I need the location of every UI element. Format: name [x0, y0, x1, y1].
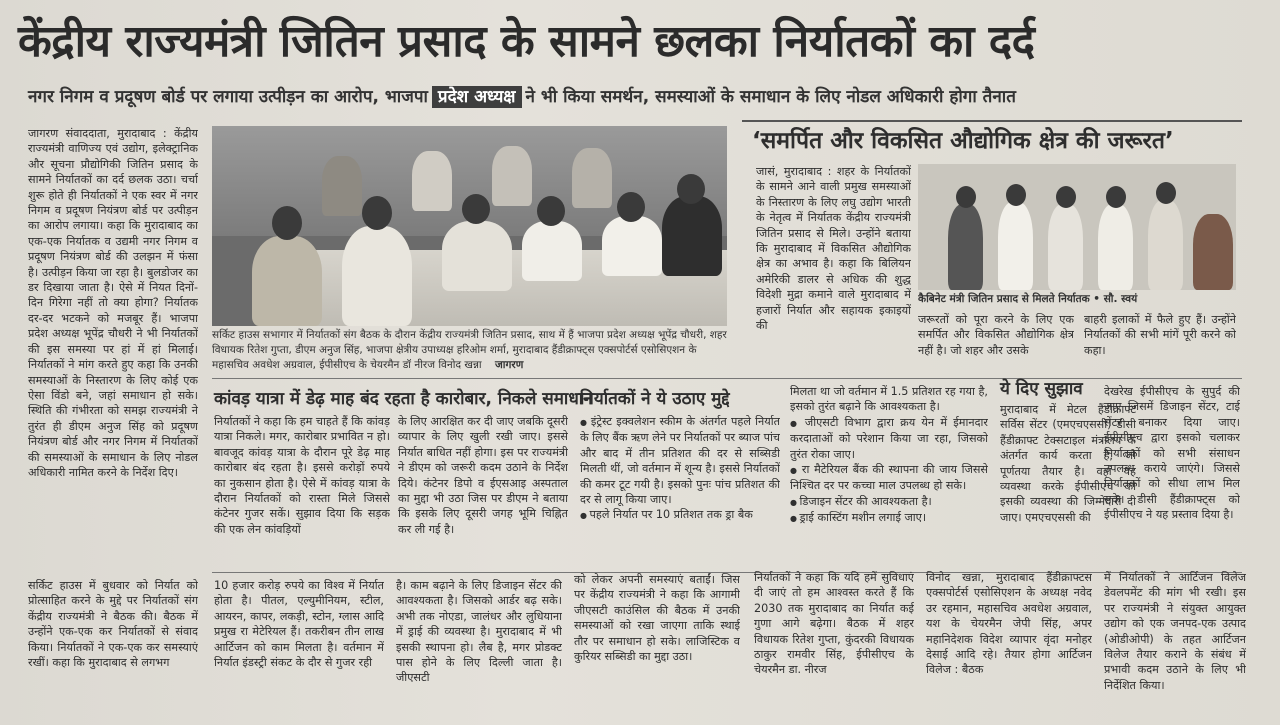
box-text-3: बाहरी इलाकों में फैले हुए हैं। उन्होंने निर्यातकों की सभी मांगें पूरी करने को कहा।: [1084, 313, 1236, 357]
subhead-part1: नगर निगम व प्रदूषण बोर्ड पर लगाया उत्पीड़न का आरोप, भाजपा: [28, 87, 428, 107]
issues-section-title: निर्यातकों ने ये उठाए मुद्दे: [580, 389, 730, 409]
kanwar-col-a: निर्यातकों ने कहा कि हम चाहते हैं कि कांवड़ यात्रा निकले। मगर, कारोबार प्रभावित न हो। बावजूद कांवड़ यात्रा के दौरान पूरे डेढ़ माह कारोबार बंद रहता है। इससे करोड़ों रुपये का नुकसान होता है। ऐसे में कांवड़ यात्रा के दौरान निर्यातकों को रास्ता मिले जिससे कंटेनर गुजर सकें। सुझाव दिया कि सड़क की एक लेन कांवड़ियों: [214, 415, 390, 536]
headline: केंद्रीय राज्यमंत्री जितिन प्रसाद के सामने छलका निर्यातकों का दर्द: [18, 16, 1035, 67]
box-text-2: जरूरतों को पूरा करने के लिए एक समर्पित और विकसित औद्योगिक क्षेत्र नहीं है। जो शहर और उसके: [918, 313, 1074, 357]
bottom-col-6: में निर्यातकों ने आर्टिजन विलेज डेवलपमेंट की मांग भी रखी। इस पर राज्यमंत्री ने संयुक्त आयुक्त उद्योग को एक जनपद-एक उत्पाद (ओडीओपी) के तहत आर्टिजन विलेज तैयार कराने के संबंध में प्रभावी कदम उठाने के लिए भी निर्देशित किया।: [1104, 571, 1246, 692]
issue-item: ● पहले निर्यात पर 10 प्रतिशत तक ड्रा बैक: [580, 507, 780, 523]
issue-item: ● इंट्रेस्ट इक्वलेशन स्कीम के अंतर्गत पहले निर्यात के लिए बैंक ऋण लेने पर निर्यातकों पर ब्याज पांच और बाद में तीन प्रतिशत की दर से सब्सिडी मिलती थीं, जो वर्तमान में शून्य है। इससे निर्यातकों की कमर टूट गयी है। इसको पुनः पांच प्रतिशत की दर से लागू किया जाए।: [580, 414, 780, 507]
caption-text: सर्किट हाउस सभागार में निर्यातकों संग बैठक के दौरान केंद्रीय राज्यमंत्री जितिन प्रसाद, साथ में हैं भाजपा प्रदेश अध्यक्ष भूपेंद्र चौधरी, शहर विधायक रितेश गुप्ता, डीएम अनुज सिंह, भाजपा क्षेत्रीय उपाध्यक्ष हरिओम शर्मा, मुरादाबाद हैंडीक्राफ्ट्स एक्सपोर्टर्स एसोसिएशन के महासचिव अवधेश अग्रवाल, ईपीसीएच के चेयरमैन डॉ नीरज विनोद खन्ना: [212, 329, 727, 371]
box-title: ‘समर्पित और विकसित औद्योगिक क्षेत्र की जरूरत’: [752, 128, 1174, 154]
bottom-col-2: है। काम बढ़ाने के लिए डिजाइन सेंटर की आवश्यकता है। जिसको आर्डर बढ़ सके। अभी तक नोएडा, जालंधर और लुधियाना में ड्राई की व्यवस्था है। मुरादाबाद में भी इसकी स्थापना हो। लैब है, मगर प्रोडक्ट पास होने के लिए दिल्ली जाता है। जीएसटी: [396, 579, 562, 685]
issue-item: ● रा मैटेरियल बैंक की स्थापना की जाय जिससे निश्चित दर पर कच्चा माल उपलब्ध हो सके।: [790, 462, 988, 494]
box-photo: [918, 164, 1236, 290]
box-photo-credit: सौ. स्वयं: [1103, 293, 1138, 305]
bottom-col-1: 10 हजार करोड़ रुपये का विश्व में निर्यात होता है। पीतल, एल्युमीनियम, स्टील, आयरन, कापर, लकड़ी, स्टोन, ग्लास आदि प्रमुख रा मेटेरियल हैं। तकरीबन तीन लाख आर्टिजन को काम मिलता है। वर्तमान में निर्यात इंडस्ट्री संकट के दौर से गुजर रही: [214, 579, 384, 670]
box-title-text: समर्पित और विकसित औद्योगिक क्षेत्र की जरूरत: [760, 128, 1165, 154]
intro-column: जागरण संवाददाता, मुरादाबाद : केंद्रीय राज्यमंत्री वाणिज्य एवं उद्योग, इलेक्ट्रानिक और सूचना प्रौद्योगिकी जितिन प्रसाद के सामने निर्यातकों का दर्द छलक उठा। चर्चा शुरू होते ही निर्यातकों ने एक स्वर में नगर निगम व प्रदूषण नियंत्रण बोर्ड पर उत्पीड़न का आरोप लगाया। कहा कि मुरादाबाद का एक-एक निर्यातक व उद्यमी नगर निगम व प्रदूषण नियंत्रण बोर्ड की उलझन में फंसा है। उत्पीड़न किया जा रहा है। बुलडोजर का डर दिखाया जाता है। ऐसे में नियत दिनों-दिन गिरेगा नहीं तो क्या होगा? निर्यातक दर-दर भटकने को मजबूर हैं। भाजपा प्रदेश अध्यक्ष भूपेंद्र चौधरी ने भी निर्यातकों की इस समस्या पर हां में हां मिलाई। निर्यातकों ने मांग करते हुए कहा कि उनकी समस्याओं के निस्तारण के लिए कोई एक ऐसा विंडो बने, जहां समाधान हो सके। स्थिति की गंभीरता को समझ राज्यमंत्री ने तुरंत ही डीएम अनुज सिंह को प्रदूषण नियंत्रण बोर्ड और नगर निगम में निर्यातकों की समस्याओं के समाधान के लिए नोडल अधिकारी नामित करने के निर्देश दिए।: [28, 127, 198, 479]
issues-col-b: [790, 384, 988, 570]
bottom-col-3: को लेकर अपनी समस्याएं बताईं। जिस पर केंद्रीय राज्यमंत्री ने कहा कि आगामी जीएसटी काउंसिल की बैठक में उनकी समस्याओं को रखा जाएगा ताकि स्थाई तौर पर समाधान हो सके। लाजिस्टिक व कुरियर सब्सिडी का मुद्दा उठा।: [574, 573, 740, 664]
main-photo: [212, 126, 727, 326]
issues-col-a: [580, 414, 780, 570]
issue-continued: मिलता था जो वर्तमान में 1.5 प्रतिशत रह गया है, इसको तुरंत बढ़ाने कि आवश्यकता है।: [790, 385, 988, 414]
issue-item: ● डिजाइन सेंटर की आवश्यकता है।: [790, 494, 988, 510]
subhead-part2: ने भी किया समर्थन, समस्याओं के समाधान के लिए नोडल अधिकारी होगा तैनात: [525, 87, 1016, 107]
suggestions-section-title: ये दिए सुझाव: [1000, 379, 1083, 399]
issue-item: ● जीएसटी विभाग द्वारा क्रय येन में ईमानदार करदाताओं को परेशान किया जा रहा, जिसको तुरंत रोका जाए।: [790, 415, 988, 462]
photo-credit: जागरण: [495, 359, 524, 371]
box-photo-caption: कैबिनेट मंत्री जितिन प्रसाद से मिलते निर्यातक • सौ. स्वयं: [918, 293, 1138, 305]
issue-item: ● ड्राई कास्टिंग मशीन लगाई जाए।: [790, 510, 988, 526]
subhead-highlight: प्रदेश अध्यक्ष: [432, 86, 522, 108]
bottom-col-4: निर्यातकों ने कहा कि यदि हमें सुविधाएं दी जाएं तो हम आश्वस्त करते हैं कि 2030 तक मुरादाबाद का निर्यात कई गुणा आगे बढ़ेगा। बैठक में शहर विधायक रितेश गुप्ता, कुंदरकी विधायक ठाकुर रामवीर सिंह, ईपीसीएच के चेयरमैन डा. नीरज: [754, 571, 914, 677]
bottom-col-5: विनोद खन्ना, मुरादाबाद हैंडीक्राफ्टस एक्सपोर्टर्स एसोसिएशन के अध्यक्ष नवेद उर रहमान, महासचिव अवधेश अग्रवाल, यश के चेयरमैन जेपी सिंह, अपर महानिदेशक विदेश व्यापार वृंदा मनोहर देसाई आदि रहे। तैयार होगा आर्टिजन विलेज : बैठक: [926, 571, 1092, 677]
subheadline: [28, 84, 1268, 110]
box-top-rule: [742, 120, 1242, 122]
suggestions-col-a: मुरादाबाद में मेटल हैंडीक्राफ्ट सर्विस सेंटर (एमएचएससी) डीसी हैंडीक्राफ्ट टेक्सटाइल मंत्रालय के अंतर्गत कार्य करता है, जो पूर्णतया तैयार है। वहां यह व्यवस्था करके ईपीसीएच को इसकी व्यवस्था की जिम्मेदारी दी जाए। एमएचएससी की: [1000, 403, 1136, 524]
section-divider: [212, 378, 1242, 379]
intro-column-continued: सर्किट हाउस में बुधवार को निर्यात को प्रोत्साहित करने के मुद्दे पर निर्यातकों संग केंद्रीय राज्यमंत्री ने बैठक की। बैठक में उन्होंने एक-एक कर निर्यातकों से संवाद किया। निर्यातकों ने एक-एक कर समस्याएं रखीं। कहा कि मुरादाबाद से लगभग: [28, 579, 198, 670]
main-photo-caption: [212, 328, 727, 374]
suggestions-col-b: देखरेख ईपीसीएच के सुपुर्द की जाए जिसमें डिजाइन सेंटर, टाई सेंटर बनाकर दिया जाए। ईपीसीएच द्वारा इसको चलाकर निर्यातकों को सभी संसाधन उपलब्ध कराये जाएंगे। जिससे निर्यातकों को सीधा लाभ मिल सके। डीसी हैंडीक्राफ्ट्स को ईपीसीएच ने यह प्रस्ताव दिया है।: [1104, 385, 1240, 522]
kanwar-section-title: कांवड़ यात्रा में डेढ़ माह बंद रहता है कारोबार, निकले समाधान: [214, 389, 593, 409]
kanwar-col-b: के लिए आरक्षित कर दी जाए जबकि दूसरी व्यापार के लिए खुली रखी जाए। इससे निर्यात बाधित नहीं होगा। इस पर राज्यमंत्री ने डीएम को जरूरी कदम उठाने के निर्देश दिये। कंटेनर डिपो व ईएसआइ अस्पताल का मुद्दा भी उठा जिस पर डीएम ने बताया कि इसके लिए दूसरी जगह भूमि चिह्नित कर ली गई है।: [398, 415, 568, 536]
box-caption-text: कैबिनेट मंत्री जितिन प्रसाद से मिलते निर्यातक: [918, 293, 1090, 305]
box-text: जासं, मुरादाबाद : शहर के निर्यातकों के सामने आने वाली प्रमुख समस्याओं के निस्तारण के लिए लघु उद्योग भारती के नेतृत्व में निर्यातक केंद्रीय राज्यमंत्री जितिन प्रसाद से मिले। उन्होंने बताया कि मुरादाबाद में विकसित औद्योगिक क्षेत्र का अभाव है। कहा कि बिलियन अमेरिकी डालर से अधिक की शुद्ध विदेशी मुद्रा कमाने वाले मुरादाबाद में हजारों निर्यात और सहायक इकाइयों की: [756, 165, 911, 333]
